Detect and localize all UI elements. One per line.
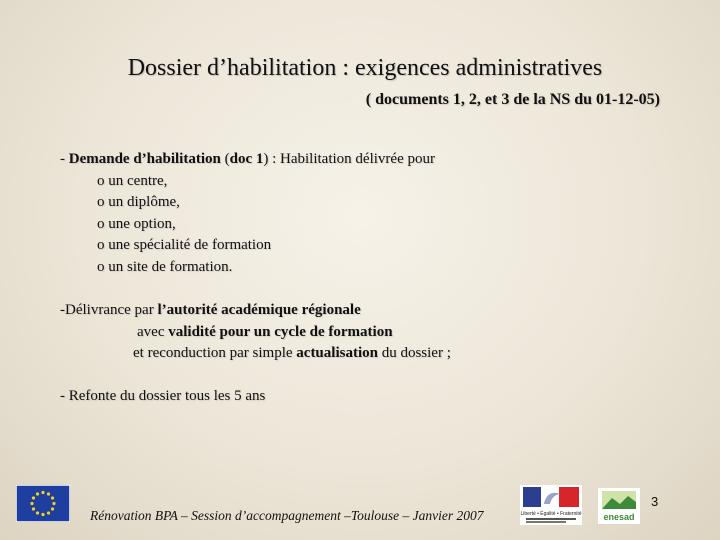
section2-line1-bold: l’autorité académique régionale [157,302,361,318]
list-item: o un centre, [97,172,168,189]
enesad-wordmark: enesad [603,512,635,522]
eu-star-icon [41,491,44,494]
section2-line1-prefix: -Délivrance par [60,302,158,318]
eu-flag-logo [16,485,70,522]
list-item: o une spécialité de formation [97,237,272,253]
section1-bold: Demande d’habilitation [68,151,221,167]
section2-line2 [60,322,451,344]
list-item: o un diplôme, [97,194,180,210]
list-item: o une option, [97,215,176,232]
eu-star-icon [41,513,44,516]
ministry-motto: Liberté • Égalité • Fraternité [520,511,582,517]
slide-subtitle: ( documents 1, 2, et 3 de la NS du 01-12-05) [365,91,660,108]
section2-line3-suffix: du dossier ; [377,345,451,361]
eu-star-icon [47,492,50,495]
section1-rest: ) : Habilitation délivrée pour [263,151,435,167]
slide-title: Dossier d’habilitation : exigences administratives [127,55,603,81]
eu-star-icon [51,496,54,499]
section-delivrance [60,300,451,365]
eu-star-icon [36,492,39,495]
section3-text: - Refonte du dossier tous les 5 ans [60,388,266,404]
section2-line3-bold: actualisation [296,345,378,361]
section2-line2-prefix: avec [137,323,169,340]
eu-star-icon [51,507,54,510]
ministry-logo [520,485,582,525]
section2-line1 [60,300,451,322]
eu-star-icon [32,496,35,499]
section1-doc: doc 1 [229,151,264,167]
eu-star-icon [32,507,35,510]
section2-line3-prefix: et reconduction par simple [133,345,297,361]
eu-star-icon [52,502,55,505]
list-item: o un site de formation. [97,258,233,275]
section-demande-habilitation [60,149,435,278]
section1-paren: ( [220,151,230,167]
eu-star-icon [30,502,33,505]
section-refonte [60,386,265,408]
section1-heading-line [60,149,435,171]
eu-star-icon [36,511,39,514]
eu-star-icon [47,511,50,514]
footer-text: Rénovation BPA – Session d’accompagnement –Toulouse – Janvier 2007 [90,508,484,523]
section2-line2-bold: validité pour un cycle de formation [168,323,393,340]
section2-line3 [60,343,451,365]
section1-prefix: - [60,151,69,167]
enesad-logo [598,488,640,524]
page-number: 3 [651,494,659,509]
